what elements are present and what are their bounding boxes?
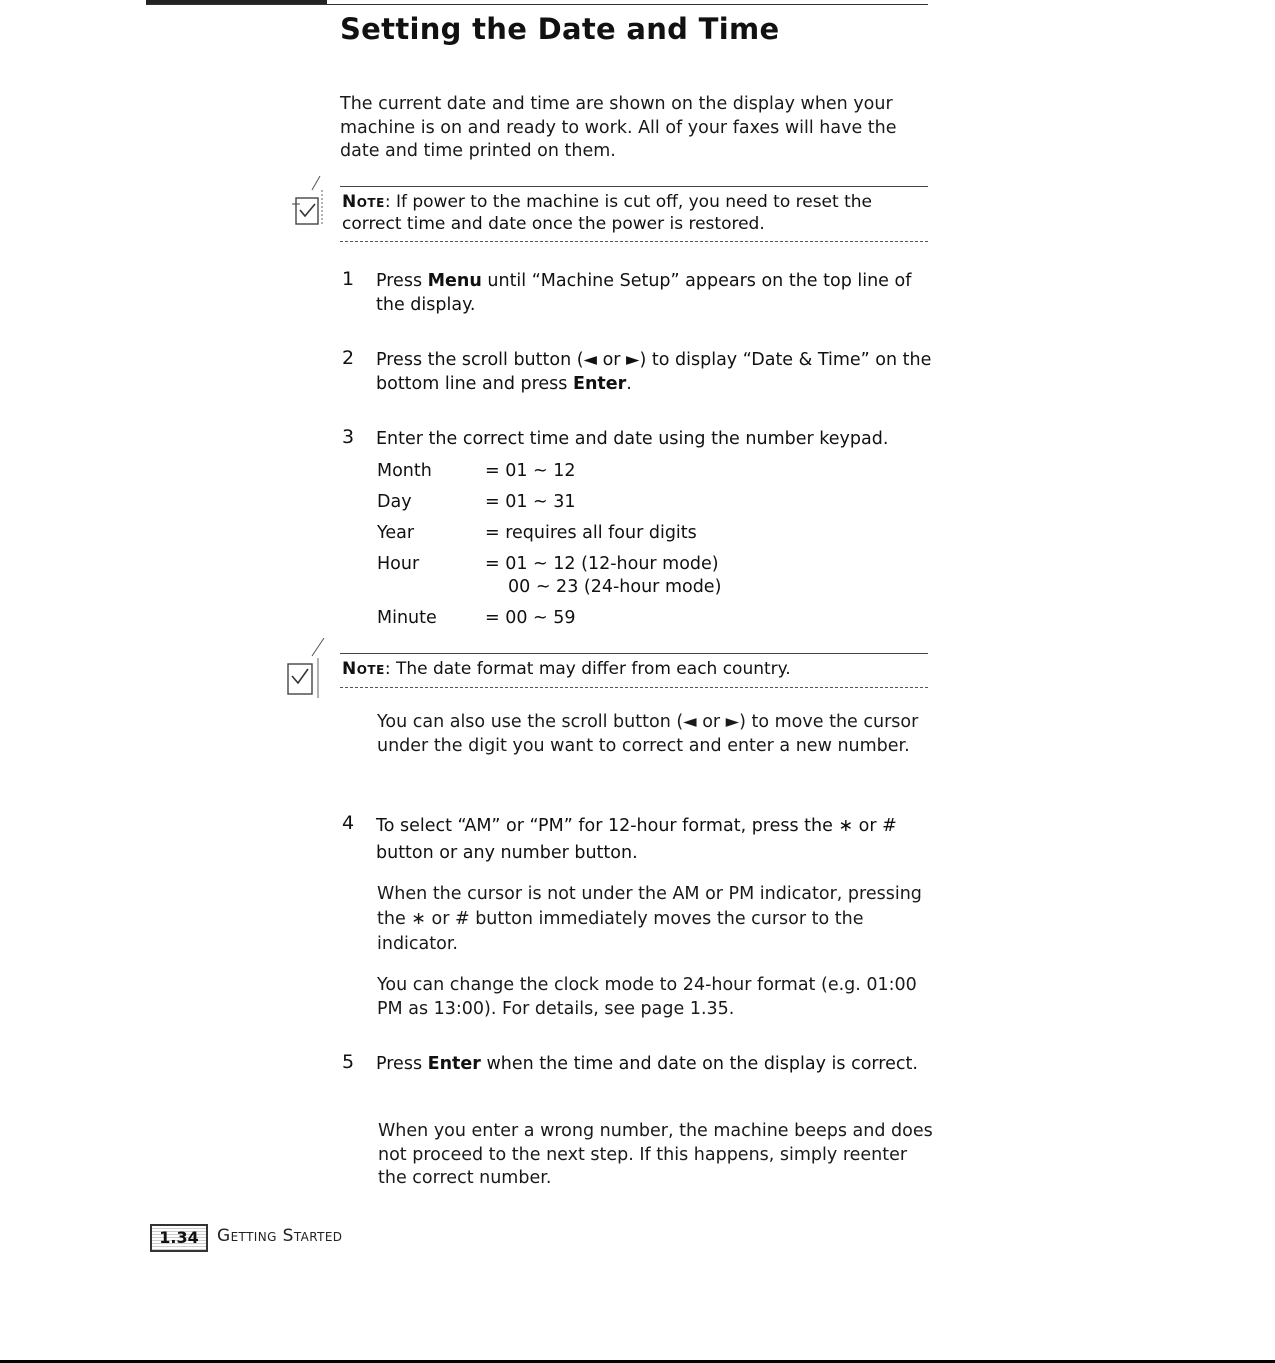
step-4-text: To select “AM” or “PM” for 12-hour format, press the ∗ or # button or any number button. — [376, 816, 897, 863]
section-name: Getting Started — [217, 1226, 343, 1246]
note-body: : If power to the machine is cut off, you need to reset the correct time and date once the power is restored. — [342, 192, 872, 234]
note-body: : The date format may differ from each country. — [384, 659, 791, 679]
step-5-text: Press Enter when the time and date on the display is correct. — [376, 1054, 918, 1074]
note-label: Note — [342, 659, 385, 679]
clock-mode-paragraph: You can change the clock mode to 24-hour format (e.g. 01:00 PM as 13:00). For details, see page 1.35. — [377, 975, 917, 1019]
range-row: Hour = 01 ~ 12 (12-hour mode) — [377, 554, 719, 574]
intro-paragraph: The current date and time are shown on the display when your machine is on and ready to work. All of your faxes will have the date and time printed on them. — [340, 94, 897, 162]
step-number: 4 — [342, 812, 355, 834]
step-number: 2 — [342, 347, 355, 369]
scroll-paragraph: You can also use the scroll button (◄ or ►) to move the cursor under the digit you want to correct and enter a new number. — [377, 712, 919, 756]
step-number: 5 — [342, 1051, 355, 1073]
note-box — [340, 186, 928, 242]
range-row: Minute = 00 ~ 59 — [377, 608, 576, 628]
note-text — [342, 658, 791, 680]
enter-key-label: Enter — [572, 374, 627, 394]
range-row: Month = 01 ~ 12 — [377, 461, 576, 481]
note-box — [340, 653, 928, 688]
note-pencil-icon — [282, 638, 328, 692]
note-label: Note — [342, 192, 385, 212]
page-title: Setting the Date and Time — [340, 12, 780, 46]
range-row: Day = 01 ~ 31 — [377, 492, 576, 512]
header-rule — [146, 4, 928, 5]
step-3-text: Enter the correct time and date using the number keypad. — [376, 429, 889, 449]
range-row: Year = requires all four digits — [377, 523, 697, 543]
note-text — [342, 191, 928, 235]
page-number-badge: 1.34 — [150, 1224, 208, 1252]
wrong-number-paragraph: When you enter a wrong number, the machine beeps and does not proceed to the next step. If this happens, simply reenter the correct number. — [378, 1121, 933, 1189]
menu-key-label: Menu — [427, 271, 482, 291]
step-number: 1 — [342, 268, 355, 290]
enter-key-label: Enter — [427, 1054, 481, 1074]
note-pencil-icon — [282, 176, 328, 230]
cursor-paragraph: When the cursor is not under the AM or PM indicator, pressing the ∗ or # button immediately moves the cursor to the indicator. — [377, 884, 922, 954]
range-row-continuation: 00 ~ 23 (24-hour mode) — [508, 577, 722, 597]
step-number: 3 — [342, 426, 355, 448]
step-2-text: Press the scroll button (◄ or ►) to display “Date & Time” on the bottom line and press Enter. — [376, 350, 932, 394]
step-1-text: Press Menu until “Machine Setup” appears on the top line of the display. — [376, 271, 912, 315]
